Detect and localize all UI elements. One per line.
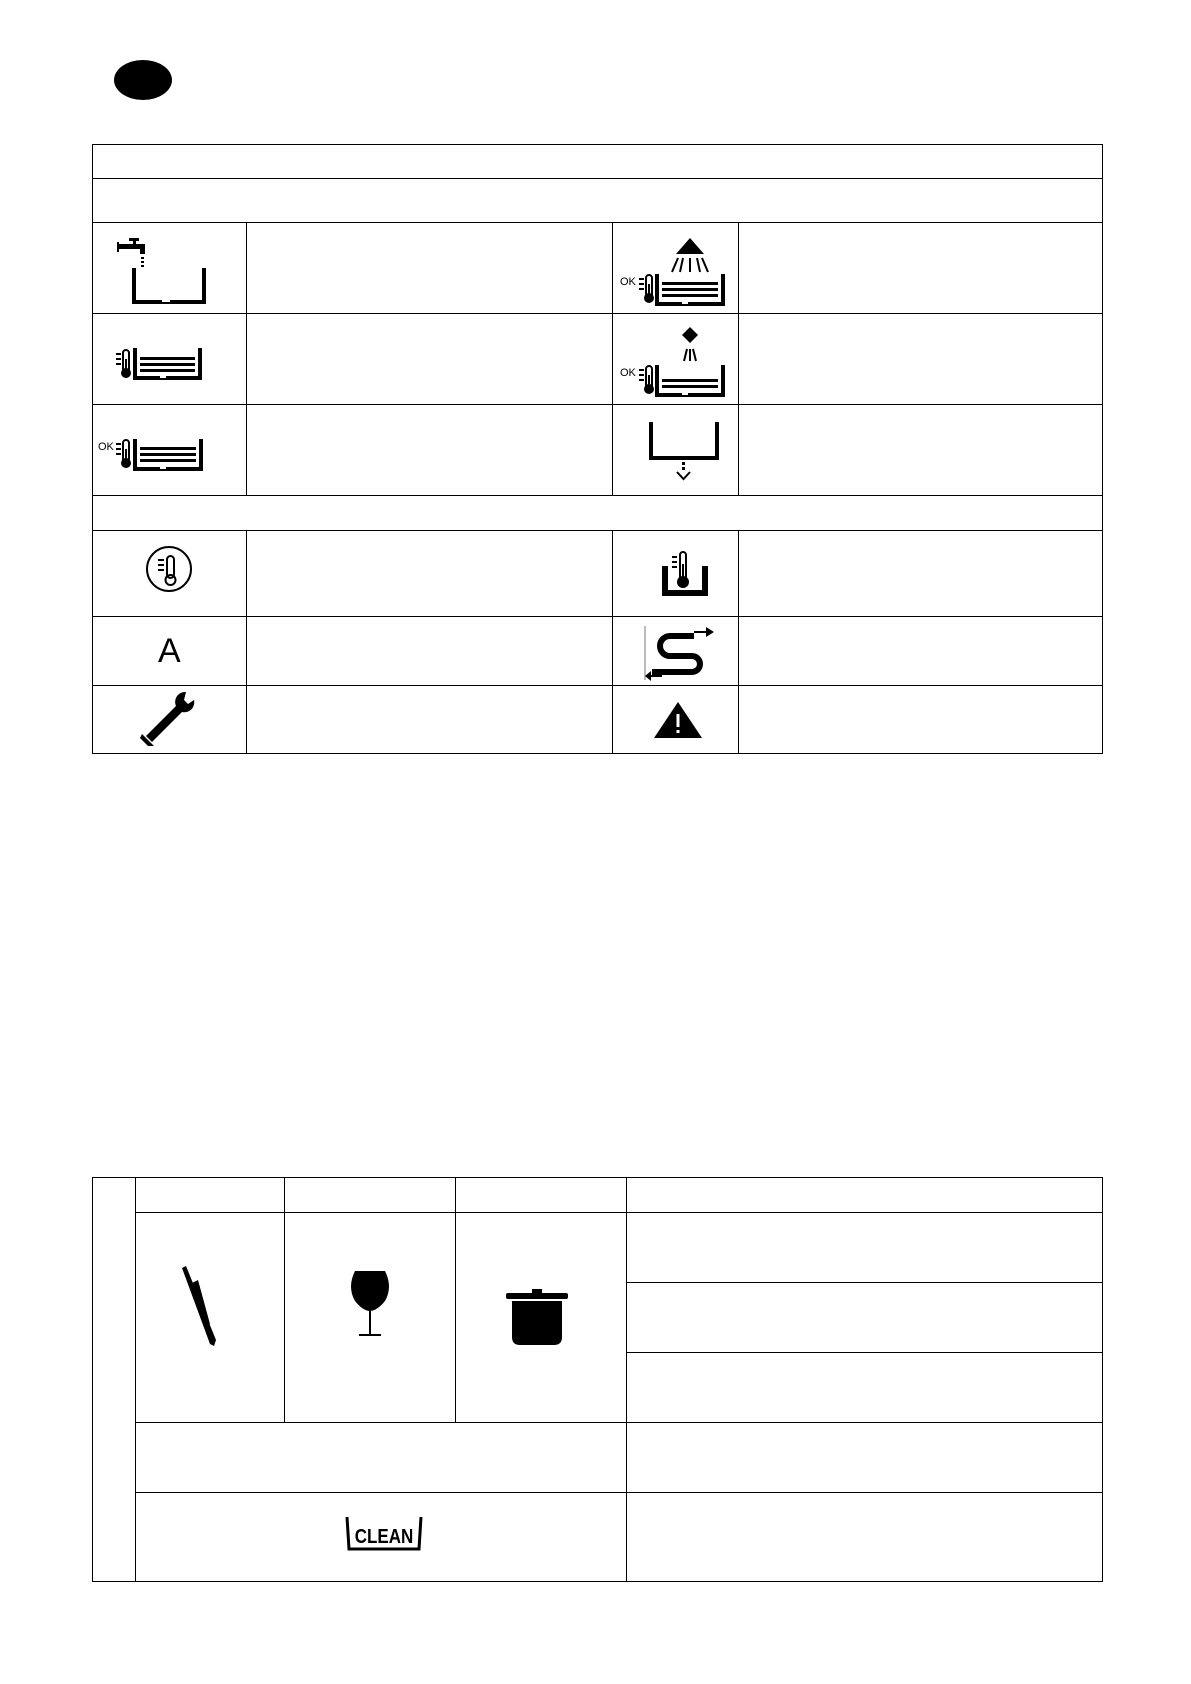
svg-text:OK: OK <box>98 441 114 453</box>
warning-triangle-icon <box>652 700 704 740</box>
heating-tank-icon <box>116 321 216 397</box>
indicator-desc-2-right <box>748 624 1098 680</box>
row2-right-text <box>634 1431 1094 1487</box>
ok-temp-wash-spray-icon <box>620 228 732 308</box>
svg-text:OK: OK <box>620 276 636 288</box>
cycle-arrows-icon <box>642 624 722 682</box>
indicator-desc-3-left <box>256 693 606 749</box>
side-label <box>96 1185 132 1575</box>
header-col-2 <box>291 1185 449 1207</box>
row2-left-text <box>142 1431 620 1487</box>
ok-temp-rinse-icon <box>620 319 732 399</box>
thermometer-circle-icon <box>144 544 194 594</box>
cutlery-icon <box>176 1264 226 1349</box>
symbols-table <box>92 144 1103 754</box>
phase-desc-1-left <box>256 230 606 306</box>
phase-desc-2-right <box>748 321 1098 397</box>
row3-right-text <box>634 1501 1094 1575</box>
indicator-desc-1-right <box>748 538 1098 608</box>
tank-temperature-icon <box>656 548 716 600</box>
wrench-icon <box>140 690 196 748</box>
svg-text:OK: OK <box>620 367 636 379</box>
table-title <box>102 150 1092 174</box>
page-marker <box>113 59 173 101</box>
phase-desc-2-left <box>256 321 606 397</box>
clean-label: CLEAN <box>354 1524 414 1548</box>
indicator-desc-2-left <box>256 624 606 680</box>
header-col-1 <box>142 1185 278 1207</box>
header-col-3 <box>462 1185 620 1207</box>
letter-a-icon: A <box>158 632 181 670</box>
sub-header <box>102 502 1092 526</box>
tap-fill-tank-icon <box>116 230 216 306</box>
phase-desc-1-right <box>748 230 1098 306</box>
indicator-desc-3-right <box>748 693 1098 749</box>
pot-icon <box>504 1287 570 1347</box>
program-note-1 <box>634 1221 1094 1277</box>
program-note-2 <box>634 1291 1094 1347</box>
section-header <box>102 188 1092 216</box>
drain-tank-icon <box>632 412 722 488</box>
clean-icon <box>343 1515 425 1553</box>
header-col-4 <box>634 1185 1094 1207</box>
wine-glass-icon <box>347 1269 393 1341</box>
program-note-3 <box>634 1361 1094 1417</box>
indicator-desc-1-left <box>256 538 606 608</box>
phase-desc-3-left <box>256 412 606 488</box>
program-table <box>92 1177 1103 1582</box>
phase-desc-3-right <box>748 412 1098 488</box>
ok-temp-tank-icon <box>98 412 218 488</box>
